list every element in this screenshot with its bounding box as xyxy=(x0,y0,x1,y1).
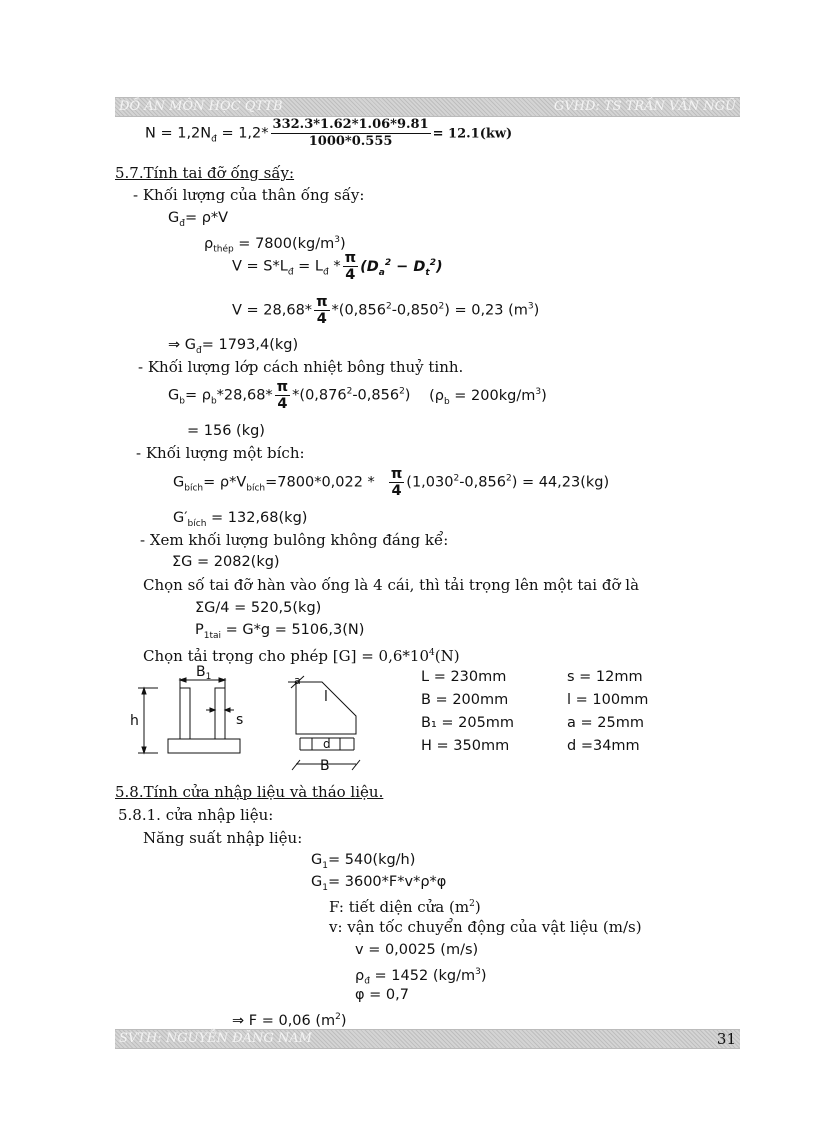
dim-h: H = 350mm xyxy=(421,738,510,754)
dim-b: B = 200mm xyxy=(421,692,509,708)
section-5-8-title: 5.8.Tính cửa nhập liệu và tháo liệu. xyxy=(115,783,384,801)
text-chon-tai-trong: Chọn tải trọng cho phép $[G] = 0,6*10^4(N)$ xyxy=(143,647,460,665)
eq-gbich2: $G'_{bích} = 132,68(kg)$ xyxy=(173,510,308,529)
eq-v2: V = 28,68* $\frac{\pi}{4}$ $*(0,856^2-0,850^2) = 0,23$ $(m^3)$ xyxy=(232,294,540,327)
header-right: GVHD: TS TRẦN VĂN NGŨ xyxy=(553,99,736,114)
text-chon-so-tai: Chọn số tai đỡ hàn vào ống là 4 cái, thì tải trọng lên một tai đỡ là xyxy=(143,576,640,594)
label-h: h xyxy=(130,713,139,729)
page-number: 31 xyxy=(716,1030,736,1048)
dim-s: s = 12mm xyxy=(567,669,643,685)
page-header xyxy=(115,97,740,117)
power-formula: $N = 1,2N_đ = 1,2*$ $\frac{332.3*1.62*1.06*9.81}{1000*0.555}$ = 12.1(kw) xyxy=(145,117,513,149)
eq-gbich: $G_{bích}= \rho*V_{bích}=7800*0,022$ * $\frac{\pi}{4}$ $(1,030^2-0,856^2) = 44,23(kg)$ xyxy=(173,466,610,499)
text-v-def: v: vận tốc chuyển động của vật liệu (m/s) xyxy=(329,918,642,936)
eq-g1: $G_1= 540(kg/h)$ xyxy=(311,852,416,871)
rib-left xyxy=(180,688,190,739)
rib-right xyxy=(215,688,225,739)
label-b: B xyxy=(320,758,330,774)
label-d: d xyxy=(323,737,331,751)
dim-l-small: l = 100mm xyxy=(567,692,649,708)
text-khoi-luong-than: - Khối lượng của thân ống sấy: xyxy=(133,186,365,204)
text-nang-suat: Năng suất nhập liệu: xyxy=(143,829,303,847)
eq-f-result: ⇒ F = 0,06 $(m^2)$ xyxy=(232,1012,347,1029)
label-b1: $B_1$ xyxy=(196,664,212,682)
eq-rho-d: $\rho_đ = 1452$ $(kg/m^3)$ xyxy=(355,967,487,987)
eq-v-val: v = 0,0025 (m/s) xyxy=(355,942,479,958)
eq-gd: $G_đ= \rho*V$ xyxy=(168,210,229,229)
eq-sum-g4: ΣG/4 = 520,5(kg) xyxy=(195,600,322,616)
eq-g1-formula: $G_1= 3600*F*v*\rho*\varphi$ xyxy=(311,874,447,893)
page-footer xyxy=(115,1029,740,1049)
eq-gd-result: ⇒ $G_đ= 1793,4(kg)$ xyxy=(168,337,299,356)
dim-b1: B₁ = 205mm xyxy=(421,715,515,731)
label-l: l xyxy=(324,689,328,705)
text-f-def: F: tiết diện cửa $(m^2)$ xyxy=(329,898,481,916)
eq-gb: $G_b= \rho_b*28,68*$ $\frac{\pi}{4}$ *(0,876$^2$-0,856$^2$) $(\rho_b = 200kg/m^3)$ xyxy=(168,379,547,412)
eq-v1: $V = S*L_đ = L_đ$ * $\frac{\pi}{4}$ $(D_a^2 - D_t^2)$ xyxy=(232,250,443,283)
eq-p1tai: $P_{1tai} = G*g = 5106,3(N)$ xyxy=(195,622,365,641)
dim-a: a = 25mm xyxy=(567,715,644,731)
eq-rho-thep: $\rho_{thép} = 7800(kg/m^3)$ xyxy=(204,235,346,255)
footer-left: SVTH: NGUYỄN ĐĂNG NAM xyxy=(119,1031,312,1046)
base-plate xyxy=(168,739,240,753)
text-bulong: - Xem khối lượng bulông không đáng kể: xyxy=(140,531,449,549)
text-khoi-luong-cach-nhiet: - Khối lượng lớp cách nhiệt bông thuỷ tinh. xyxy=(138,358,464,376)
text-khoi-luong-bich: - Khối lượng một bích: xyxy=(136,444,305,462)
dim-l: L = 230mm xyxy=(421,669,507,685)
eq-sum-g: ΣG = 2082(kg) xyxy=(172,554,280,570)
support-bracket-diagram xyxy=(128,664,368,776)
label-a: a xyxy=(294,674,301,687)
section-5-7-title: 5.7.Tính tai đỡ ống sấy: xyxy=(115,164,295,182)
section-5-8-1-title: 5.8.1. cửa nhập liệu: xyxy=(118,806,274,824)
header-left: ĐỒ ÁN MÔN HỌC QTTB xyxy=(119,99,283,114)
eq-gb-result: = 156 (kg) xyxy=(187,423,265,439)
dim-d: d =34mm xyxy=(567,738,640,754)
eq-phi: φ = 0,7 xyxy=(355,987,409,1003)
label-s: s xyxy=(236,712,244,728)
